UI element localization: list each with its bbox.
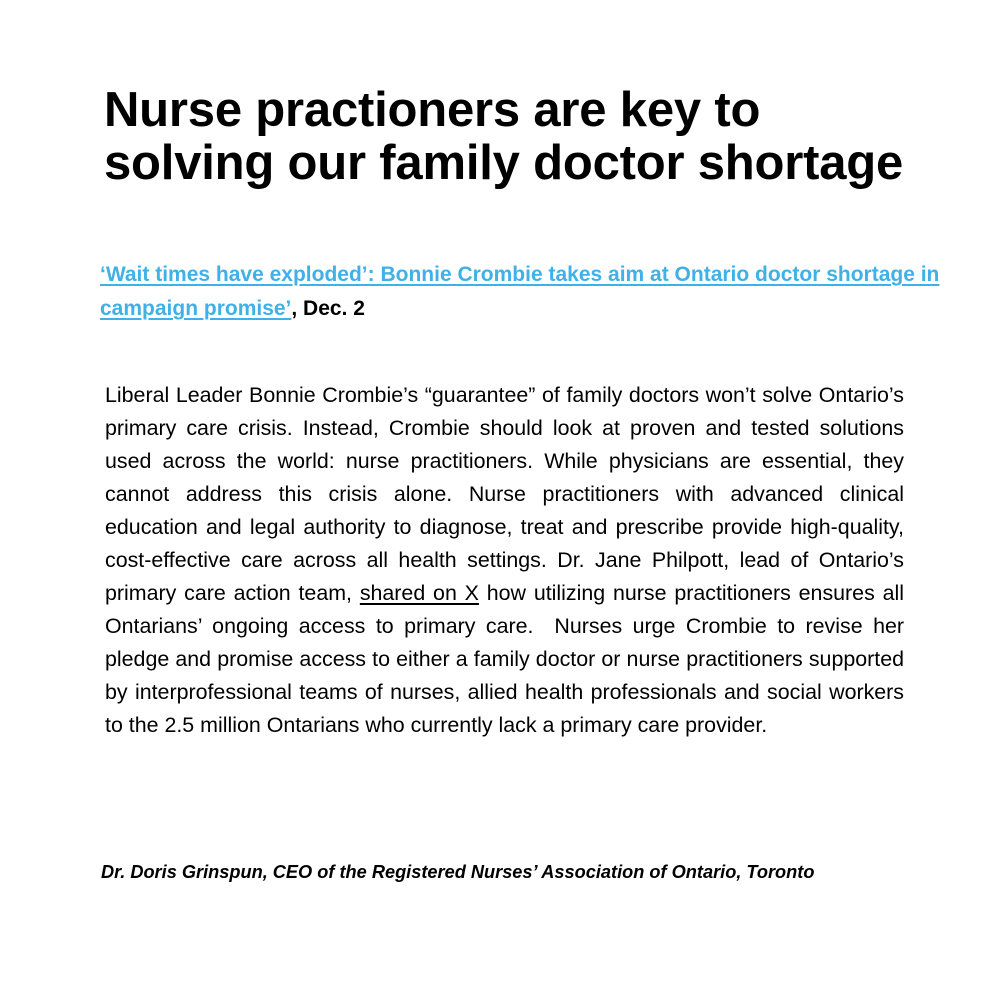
shared-on-x-link[interactable]: shared on X	[359, 581, 479, 605]
cited-article-link[interactable]: ‘Wait times have exploded’: Bonnie Crombie takes aim at Ontario doctor shortage in campaign promise’	[100, 263, 940, 320]
letter-body	[105, 379, 904, 742]
article-citation	[100, 258, 940, 326]
letter-text-part-2: how utilizing nurse practitioners ensures all Ontarians’ ongoing access to primary care. Nurses urge Crombie to revise her pledge and promise access to either a family doctor or nurse practitioners supported by interprofessional teams of nurses, allied health professionals and social workers to the 2.5 million Ontarians who currently lack a primary care provider.	[105, 581, 904, 737]
letter-signature: Dr. Doris Grinspun, CEO of the Registered Nurses’ Association of Ontario, Toronto	[101, 862, 815, 882]
citation-date: , Dec. 2	[291, 297, 365, 320]
letter-text-part-1: Liberal Leader Bonnie Crombie’s “guarantee” of family doctors won’t solve Ontario’s primary care crisis. Instead, Crombie should look at proven and tested solutions used across the world: nurse practitioners. While physicians are essential, they cannot address this crisis alone. Nurse practitioners with advanced clinical education and legal authority to diagnose, treat and prescribe provide high-quality, cost-effective care across all health settings. Dr. Jane Philpott, lead of Ontario’s primary care action team,	[105, 383, 904, 605]
headline: Nurse practioners are key to solving our family doctor shortage	[104, 83, 904, 190]
